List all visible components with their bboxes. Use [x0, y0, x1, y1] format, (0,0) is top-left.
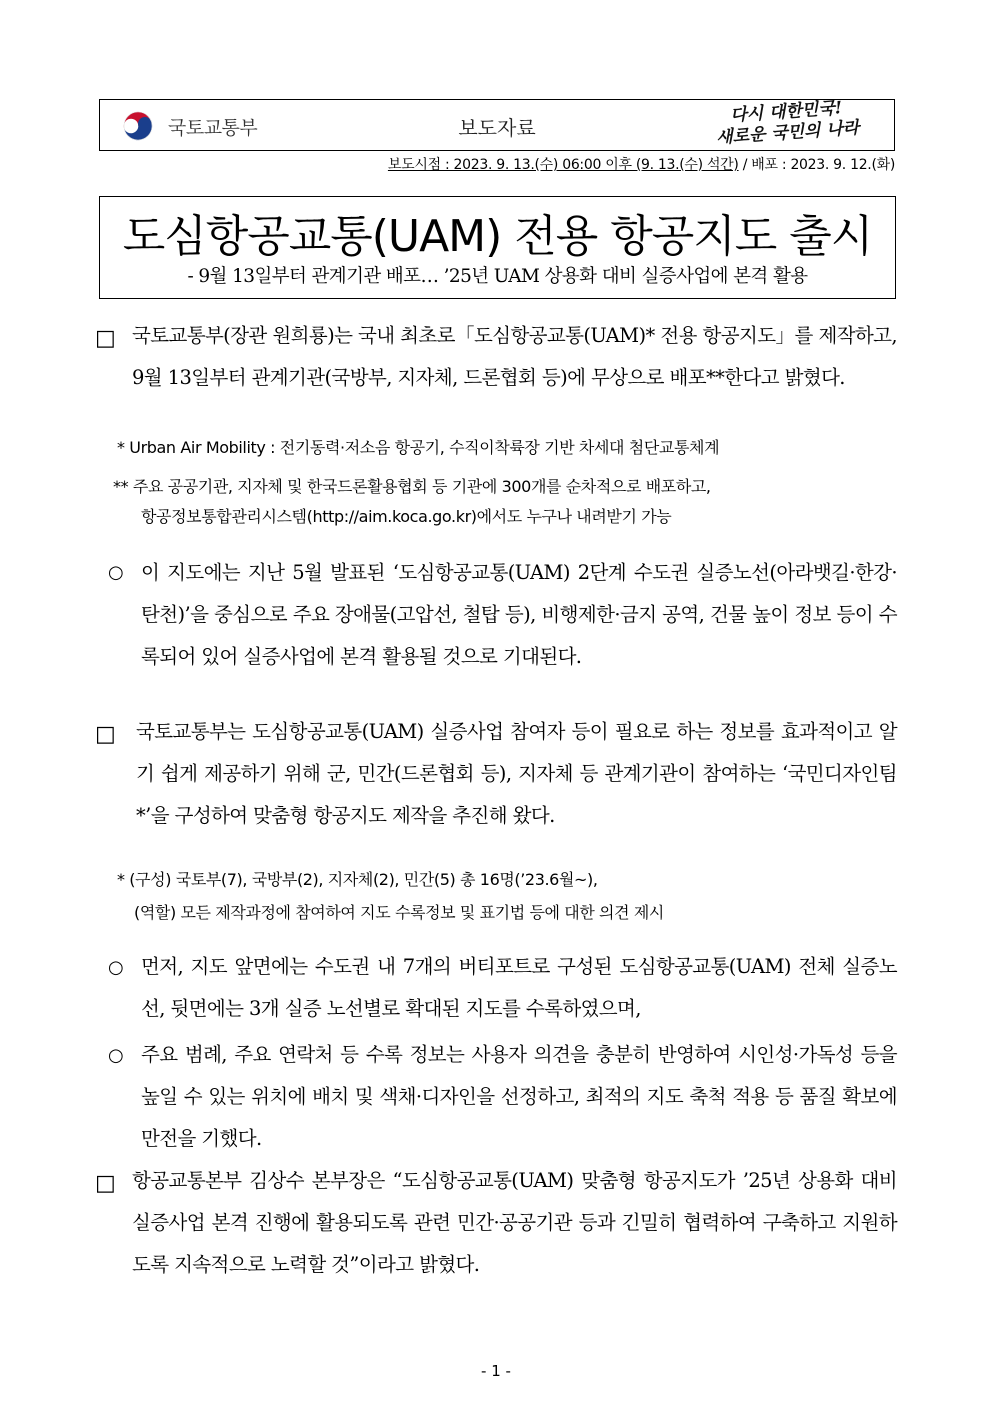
circle-bullet: ○: [108, 957, 124, 978]
slogan: [697, 96, 877, 150]
paragraph-legend-design: 주요 범례, 주요 연락처 등 수록 정보는 사용자 의견을 충분히 반영하여 시인성·가독성 등을 높일 수 있는 위치에 배치 및 색채·디자인을 선정하고, 최적의 지도 축척 적용 등 품질 확보에 만전을 기했다.: [141, 1043, 897, 1150]
slogan-line-2: 새로운 국민의 나라: [715, 118, 860, 148]
press-release-label: 보도자료: [458, 116, 536, 140]
square-bullet: □: [95, 1171, 116, 1196]
square-bullet: □: [95, 722, 116, 747]
slogan-line-1: 다시 대한민국!: [729, 98, 843, 126]
paragraph-map-front-back: 먼저, 지도 앞면에는 수도권 내 7개의 버티포트로 구성된 도심항공교통(UAM) 전체 실증노선, 뒷면에는 3개 실증 노선별로 확대된 지도를 수록하였으며,: [141, 955, 897, 1020]
embargo-time: 보도시점 : 2023. 9. 13.(수) 06:00 이후 (9. 13.(수) 석간): [387, 157, 739, 173]
note-team-composition: * (구성) 국토부(7), 국방부(2), 지자체(2), 민간(5) 총 16명(’23.6월~),: [117, 870, 598, 889]
square-bullet: □: [95, 326, 116, 351]
note-distribution-2: 항공정보통합관리시스템(http://aim.koca.go.kr)에서도 누구나 내려받기 가능: [141, 507, 672, 526]
section-1: 국토교통부(장관 원희룡)는 국내 최초로「도심항공교통(UAM)* 전용 항공지도」를 제작하고, 9월 13일부터 관계기관(국방부, 지자체, 드론협회 등)에 무상으로 배포**한다고 밝혔다.: [132, 324, 897, 389]
title-box: [99, 196, 896, 299]
note-team-role: (역할) 모든 제작과정에 참여하여 지도 수록정보 및 표기법 등에 대한 의견 제시: [134, 903, 664, 922]
section-2: 국토교통부는 도심항공교통(UAM) 실증사업 참여자 등이 필요로 하는 정보를 효과적이고 알기 쉽게 제공하기 위해 군, 민간(드론협회 등), 지자체 등 관계기관이 참여하는 ‘국민디자인팀*’을 구성하여 맞춤형 항공지도 제작을 추진해 왔다.: [136, 720, 897, 827]
circle-bullet: ○: [108, 1045, 124, 1066]
note-distribution-1: ** 주요 공공기관, 지자체 및 한국드론활용협회 등 기관에 300개를 순차적으로 배포하고,: [113, 477, 711, 496]
header-bar: [99, 99, 895, 151]
ministry-name: 국토교통부: [168, 117, 258, 139]
page-number: - 1 -: [481, 1362, 511, 1380]
section-3: 항공교통본부 김상수 본부장은 “도심항공교통(UAM) 맞춤형 항공지도가 ’25년 상용화 대비 실증사업 본격 진행에 활용되도록 관련 민간·공공기관 등과 긴밀히 협력하여 구축하고 지원하도록 지속적으로 노력할 것”이라고 밝혔다.: [132, 1169, 897, 1276]
release-info: [388, 154, 895, 174]
note-uam: * Urban Air Mobility : 전기동력·저소음 항공기, 수직이착륙장 기반 차세대 첨단교통체계: [117, 438, 720, 457]
paragraph-map-content: 이 지도에는 지난 5월 발표된 ‘도심항공교통(UAM) 2단계 수도권 실증노선(아라뱃길·한강·탄천)’을 중심으로 주요 장애물(고압선, 철탑 등), 비행제한·금지 공역, 건물 높이 정보 등이 수록되어 있어 실증사업에 본격 활용될 것으로 기대된다.: [141, 561, 897, 668]
circle-bullet: ○: [108, 562, 124, 583]
headline: 도심항공교통(UAM) 전용 항공지도 출시: [122, 211, 873, 262]
distribution-date: / 배포 : 2023. 9. 12.(화): [738, 157, 895, 173]
subheadline: - 9월 13일부터 관계기관 배포… ’25년 UAM 상용화 대비 실증사업에 본격 활용: [187, 266, 808, 287]
